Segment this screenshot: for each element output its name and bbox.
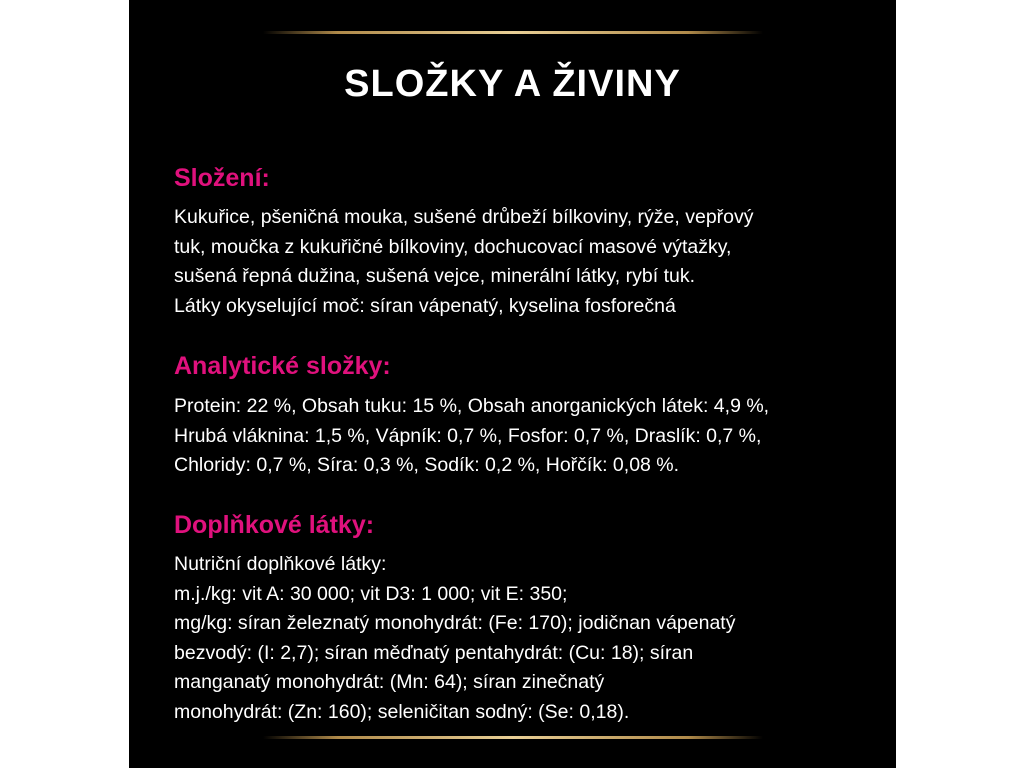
analytical-constituents-heading: Analytické složky: [174,352,391,380]
additives-line: bezvodý: (I: 2,7); síran měďnatý pentahydrát: (Cu: 18); síran [174,641,694,664]
top-gold-divider [263,31,763,34]
composition-line: sušená řepná dužina, sušená vejce, minerální látky, rybí tuk. [174,265,695,287]
composition-text [174,203,874,321]
composition-line: Kukuřice, pšeničná mouka, sušené drůbeží bílkoviny, rýže, vepřový [174,206,754,228]
analytical-constituents-text [174,392,874,481]
analytical-line: Protein: 22 %, Obsah tuku: 15 %, Obsah anorganických látek: 4,9 %, [174,395,770,417]
composition-heading: Složení: [174,164,270,192]
nutrition-panel [129,0,896,768]
analytical-line: Hrubá vláknina: 1,5 %, Vápník: 0,7 %, Fosfor: 0,7 %, Draslík: 0,7 %, [174,424,762,447]
page-title: SLOŽKY A ŽIVINY [344,63,681,105]
analytical-line: Chloridy: 0,7 %, Síra: 0,3 %, Sodík: 0,2 %, Hořčík: 0,08 %. [174,454,680,476]
additives-text [174,550,874,727]
composition-line: tuk, moučka z kukuřičné bílkoviny, dochucovací masové výtažky, [174,235,732,258]
additives-line: manganatý monohydrát: (Mn: 64); síran zinečnatý [174,671,605,693]
composition-line: Látky okyselující moč: síran vápenatý, kyselina fosforečná [174,294,676,317]
additives-line: Nutriční doplňkové látky: [174,553,387,575]
additives-line: m.j./kg: vit A: 30 000; vit D3: 1 000; vit E: 350; [174,582,568,605]
additives-line: mg/kg: síran železnatý monohydrát: (Fe: 170); jodičnan vápenatý [174,612,736,634]
additives-heading: Doplňkové látky: [174,511,375,539]
bottom-gold-divider [263,736,763,739]
additives-line: monohydrát: (Zn: 160); seleničitan sodný: (Se: 0,18). [174,700,630,723]
